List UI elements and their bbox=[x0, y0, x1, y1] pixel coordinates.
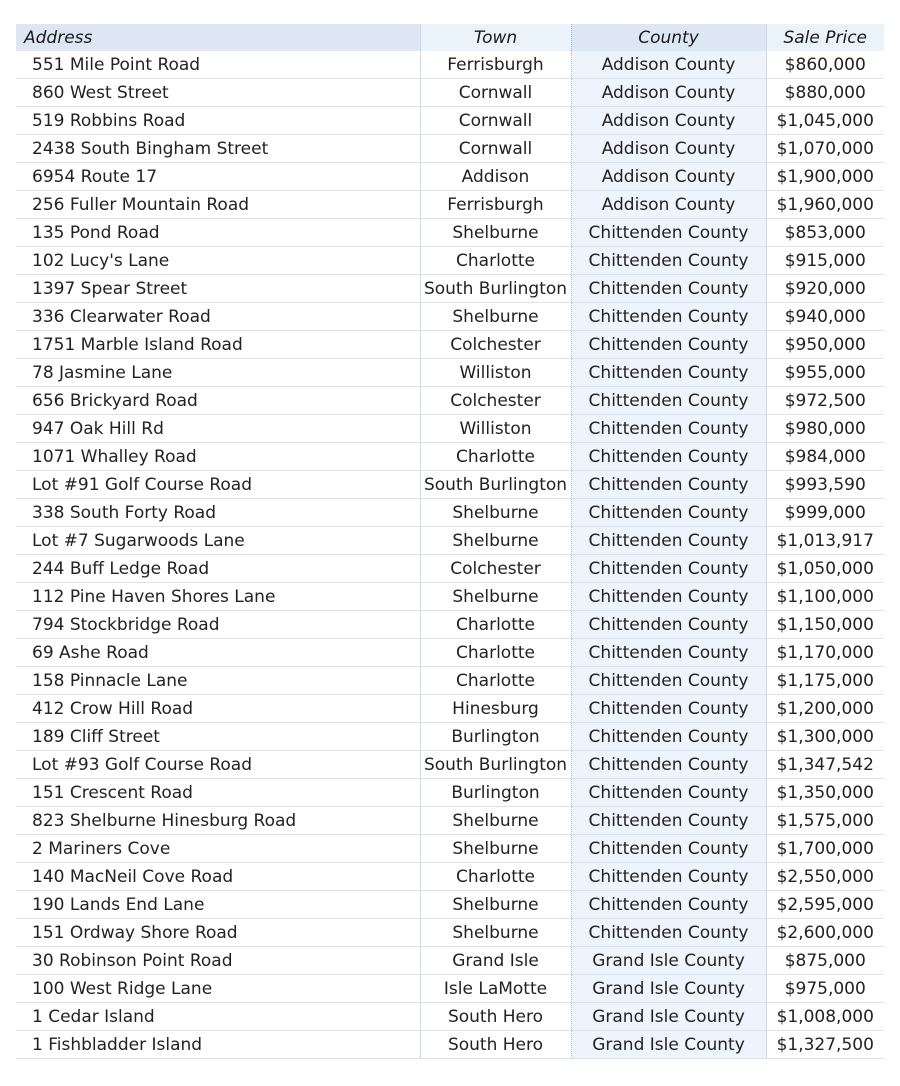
table-row bbox=[16, 303, 884, 331]
cell-sale-price: $920,000 bbox=[766, 275, 884, 303]
cell-county: Grand Isle County bbox=[571, 975, 766, 1003]
table-row bbox=[16, 975, 884, 1003]
cell-address: 336 Clearwater Road bbox=[16, 303, 420, 331]
cell-town: Williston bbox=[420, 359, 571, 387]
table-row bbox=[16, 415, 884, 443]
cell-address: 338 South Forty Road bbox=[16, 499, 420, 527]
cell-county: Chittenden County bbox=[571, 275, 766, 303]
cell-address: 30 Robinson Point Road bbox=[16, 947, 420, 975]
cell-sale-price: $1,150,000 bbox=[766, 611, 884, 639]
cell-town: Isle LaMotte bbox=[420, 975, 571, 1003]
cell-sale-price: $2,595,000 bbox=[766, 891, 884, 919]
table-row bbox=[16, 779, 884, 807]
cell-sale-price: $1,900,000 bbox=[766, 163, 884, 191]
cell-address: 100 West Ridge Lane bbox=[16, 975, 420, 1003]
cell-county: Chittenden County bbox=[571, 751, 766, 779]
cell-county: Chittenden County bbox=[571, 891, 766, 919]
cell-county: Chittenden County bbox=[571, 667, 766, 695]
table-row bbox=[16, 219, 884, 247]
table-row bbox=[16, 835, 884, 863]
cell-sale-price: $1,050,000 bbox=[766, 555, 884, 583]
cell-address: 78 Jasmine Lane bbox=[16, 359, 420, 387]
cell-address: 151 Ordway Shore Road bbox=[16, 919, 420, 947]
table-row bbox=[16, 611, 884, 639]
cell-sale-price: $1,347,542 bbox=[766, 751, 884, 779]
cell-sale-price: $2,600,000 bbox=[766, 919, 884, 947]
cell-county: Chittenden County bbox=[571, 611, 766, 639]
cell-address: 112 Pine Haven Shores Lane bbox=[16, 583, 420, 611]
table-row bbox=[16, 863, 884, 891]
cell-town: Burlington bbox=[420, 779, 571, 807]
cell-sale-price: $2,550,000 bbox=[766, 863, 884, 891]
cell-sale-price: $1,175,000 bbox=[766, 667, 884, 695]
cell-county: Chittenden County bbox=[571, 779, 766, 807]
cell-address: 947 Oak Hill Rd bbox=[16, 415, 420, 443]
cell-sale-price: $1,200,000 bbox=[766, 695, 884, 723]
header-sale-price: Sale Price bbox=[766, 24, 884, 51]
cell-address: 656 Brickyard Road bbox=[16, 387, 420, 415]
cell-town: Charlotte bbox=[420, 247, 571, 275]
cell-town: Ferrisburgh bbox=[420, 51, 571, 79]
cell-county: Addison County bbox=[571, 163, 766, 191]
cell-sale-price: $880,000 bbox=[766, 79, 884, 107]
table-row bbox=[16, 163, 884, 191]
cell-county: Chittenden County bbox=[571, 807, 766, 835]
cell-county: Chittenden County bbox=[571, 639, 766, 667]
cell-county: Chittenden County bbox=[571, 247, 766, 275]
table-row bbox=[16, 443, 884, 471]
cell-county: Chittenden County bbox=[571, 919, 766, 947]
cell-county: Chittenden County bbox=[571, 583, 766, 611]
cell-sale-price: $1,100,000 bbox=[766, 583, 884, 611]
cell-town: Colchester bbox=[420, 387, 571, 415]
cell-town: Williston bbox=[420, 415, 571, 443]
cell-town: Colchester bbox=[420, 331, 571, 359]
cell-county: Grand Isle County bbox=[571, 947, 766, 975]
cell-sale-price: $915,000 bbox=[766, 247, 884, 275]
cell-town: Addison bbox=[420, 163, 571, 191]
cell-sale-price: $955,000 bbox=[766, 359, 884, 387]
cell-town: Shelburne bbox=[420, 807, 571, 835]
header-row bbox=[16, 24, 884, 51]
cell-sale-price: $1,300,000 bbox=[766, 723, 884, 751]
cell-town: Shelburne bbox=[420, 583, 571, 611]
cell-sale-price: $1,327,500 bbox=[766, 1031, 884, 1059]
cell-address: 1751 Marble Island Road bbox=[16, 331, 420, 359]
cell-sale-price: $1,045,000 bbox=[766, 107, 884, 135]
cell-address: 2 Mariners Cove bbox=[16, 835, 420, 863]
cell-county: Chittenden County bbox=[571, 723, 766, 751]
table-row bbox=[16, 331, 884, 359]
cell-town: South Burlington bbox=[420, 275, 571, 303]
table-row bbox=[16, 359, 884, 387]
cell-address: 1397 Spear Street bbox=[16, 275, 420, 303]
cell-sale-price: $950,000 bbox=[766, 331, 884, 359]
table-row bbox=[16, 191, 884, 219]
cell-sale-price: $875,000 bbox=[766, 947, 884, 975]
cell-address: 190 Lands End Lane bbox=[16, 891, 420, 919]
cell-town: Shelburne bbox=[420, 891, 571, 919]
cell-sale-price: $853,000 bbox=[766, 219, 884, 247]
cell-address: 1 Cedar Island bbox=[16, 1003, 420, 1031]
header-address: Address bbox=[16, 24, 420, 51]
cell-sale-price: $1,350,000 bbox=[766, 779, 884, 807]
cell-sale-price: $999,000 bbox=[766, 499, 884, 527]
cell-county: Chittenden County bbox=[571, 527, 766, 555]
cell-sale-price: $1,008,000 bbox=[766, 1003, 884, 1031]
header-town: Town bbox=[420, 24, 571, 51]
cell-county: Chittenden County bbox=[571, 863, 766, 891]
cell-address: 189 Cliff Street bbox=[16, 723, 420, 751]
table-row bbox=[16, 555, 884, 583]
table-row bbox=[16, 471, 884, 499]
cell-county: Chittenden County bbox=[571, 303, 766, 331]
table-row bbox=[16, 667, 884, 695]
cell-town: South Hero bbox=[420, 1031, 571, 1059]
table-row bbox=[16, 387, 884, 415]
cell-town: Cornwall bbox=[420, 107, 571, 135]
cell-sale-price: $993,590 bbox=[766, 471, 884, 499]
table-row bbox=[16, 695, 884, 723]
cell-address: 519 Robbins Road bbox=[16, 107, 420, 135]
cell-sale-price: $1,170,000 bbox=[766, 639, 884, 667]
cell-town: Grand Isle bbox=[420, 947, 571, 975]
table-row bbox=[16, 247, 884, 275]
cell-town: South Burlington bbox=[420, 471, 571, 499]
cell-sale-price: $984,000 bbox=[766, 443, 884, 471]
cell-address: 135 Pond Road bbox=[16, 219, 420, 247]
cell-county: Chittenden County bbox=[571, 219, 766, 247]
cell-sale-price: $1,960,000 bbox=[766, 191, 884, 219]
cell-town: Charlotte bbox=[420, 443, 571, 471]
cell-county: Chittenden County bbox=[571, 387, 766, 415]
sales-table-container bbox=[16, 24, 884, 1059]
cell-address: 140 MacNeil Cove Road bbox=[16, 863, 420, 891]
table-row bbox=[16, 499, 884, 527]
cell-county: Chittenden County bbox=[571, 359, 766, 387]
cell-sale-price: $980,000 bbox=[766, 415, 884, 443]
cell-address: 69 Ashe Road bbox=[16, 639, 420, 667]
cell-county: Grand Isle County bbox=[571, 1003, 766, 1031]
cell-county: Chittenden County bbox=[571, 835, 766, 863]
cell-address: 1071 Whalley Road bbox=[16, 443, 420, 471]
cell-town: South Hero bbox=[420, 1003, 571, 1031]
table-row bbox=[16, 947, 884, 975]
cell-town: Shelburne bbox=[420, 219, 571, 247]
cell-town: Charlotte bbox=[420, 667, 571, 695]
cell-town: South Burlington bbox=[420, 751, 571, 779]
table-row bbox=[16, 751, 884, 779]
cell-county: Chittenden County bbox=[571, 331, 766, 359]
cell-sale-price: $860,000 bbox=[766, 51, 884, 79]
cell-address: 860 West Street bbox=[16, 79, 420, 107]
cell-address: Lot #7 Sugarwoods Lane bbox=[16, 527, 420, 555]
cell-sale-price: $1,700,000 bbox=[766, 835, 884, 863]
table-row bbox=[16, 51, 884, 79]
table-row bbox=[16, 583, 884, 611]
cell-address: 794 Stockbridge Road bbox=[16, 611, 420, 639]
table-row bbox=[16, 639, 884, 667]
cell-address: 6954 Route 17 bbox=[16, 163, 420, 191]
cell-county: Addison County bbox=[571, 51, 766, 79]
cell-county: Addison County bbox=[571, 107, 766, 135]
table-body bbox=[16, 51, 884, 1059]
cell-sale-price: $1,575,000 bbox=[766, 807, 884, 835]
cell-sale-price: $940,000 bbox=[766, 303, 884, 331]
cell-town: Burlington bbox=[420, 723, 571, 751]
cell-address: 1 Fishbladder Island bbox=[16, 1031, 420, 1059]
cell-address: 102 Lucy's Lane bbox=[16, 247, 420, 275]
cell-town: Shelburne bbox=[420, 835, 571, 863]
cell-town: Charlotte bbox=[420, 863, 571, 891]
cell-town: Cornwall bbox=[420, 135, 571, 163]
cell-sale-price: $975,000 bbox=[766, 975, 884, 1003]
cell-town: Charlotte bbox=[420, 639, 571, 667]
table-row bbox=[16, 527, 884, 555]
cell-address: Lot #93 Golf Course Road bbox=[16, 751, 420, 779]
cell-county: Addison County bbox=[571, 191, 766, 219]
cell-town: Shelburne bbox=[420, 919, 571, 947]
table-row bbox=[16, 919, 884, 947]
cell-county: Chittenden County bbox=[571, 555, 766, 583]
cell-sale-price: $1,070,000 bbox=[766, 135, 884, 163]
table-row bbox=[16, 135, 884, 163]
cell-town: Shelburne bbox=[420, 499, 571, 527]
sales-table bbox=[16, 24, 884, 1059]
cell-sale-price: $1,013,917 bbox=[766, 527, 884, 555]
cell-county: Addison County bbox=[571, 135, 766, 163]
cell-town: Shelburne bbox=[420, 527, 571, 555]
table-row bbox=[16, 275, 884, 303]
cell-town: Charlotte bbox=[420, 611, 571, 639]
cell-town: Shelburne bbox=[420, 303, 571, 331]
table-row bbox=[16, 79, 884, 107]
cell-address: Lot #91 Golf Course Road bbox=[16, 471, 420, 499]
table-row bbox=[16, 1031, 884, 1059]
cell-county: Chittenden County bbox=[571, 695, 766, 723]
table-row bbox=[16, 891, 884, 919]
cell-sale-price: $972,500 bbox=[766, 387, 884, 415]
cell-county: Addison County bbox=[571, 79, 766, 107]
table-row bbox=[16, 807, 884, 835]
header-county: County bbox=[571, 24, 766, 51]
cell-town: Colchester bbox=[420, 555, 571, 583]
cell-county: Chittenden County bbox=[571, 499, 766, 527]
cell-town: Cornwall bbox=[420, 79, 571, 107]
cell-town: Ferrisburgh bbox=[420, 191, 571, 219]
cell-address: 2438 South Bingham Street bbox=[16, 135, 420, 163]
table-row bbox=[16, 723, 884, 751]
table-row bbox=[16, 107, 884, 135]
cell-address: 551 Mile Point Road bbox=[16, 51, 420, 79]
cell-county: Grand Isle County bbox=[571, 1031, 766, 1059]
cell-address: 158 Pinnacle Lane bbox=[16, 667, 420, 695]
cell-county: Chittenden County bbox=[571, 471, 766, 499]
cell-address: 823 Shelburne Hinesburg Road bbox=[16, 807, 420, 835]
cell-county: Chittenden County bbox=[571, 415, 766, 443]
cell-address: 151 Crescent Road bbox=[16, 779, 420, 807]
table-row bbox=[16, 1003, 884, 1031]
cell-address: 256 Fuller Mountain Road bbox=[16, 191, 420, 219]
cell-town: Hinesburg bbox=[420, 695, 571, 723]
cell-address: 244 Buff Ledge Road bbox=[16, 555, 420, 583]
cell-county: Chittenden County bbox=[571, 443, 766, 471]
cell-address: 412 Crow Hill Road bbox=[16, 695, 420, 723]
